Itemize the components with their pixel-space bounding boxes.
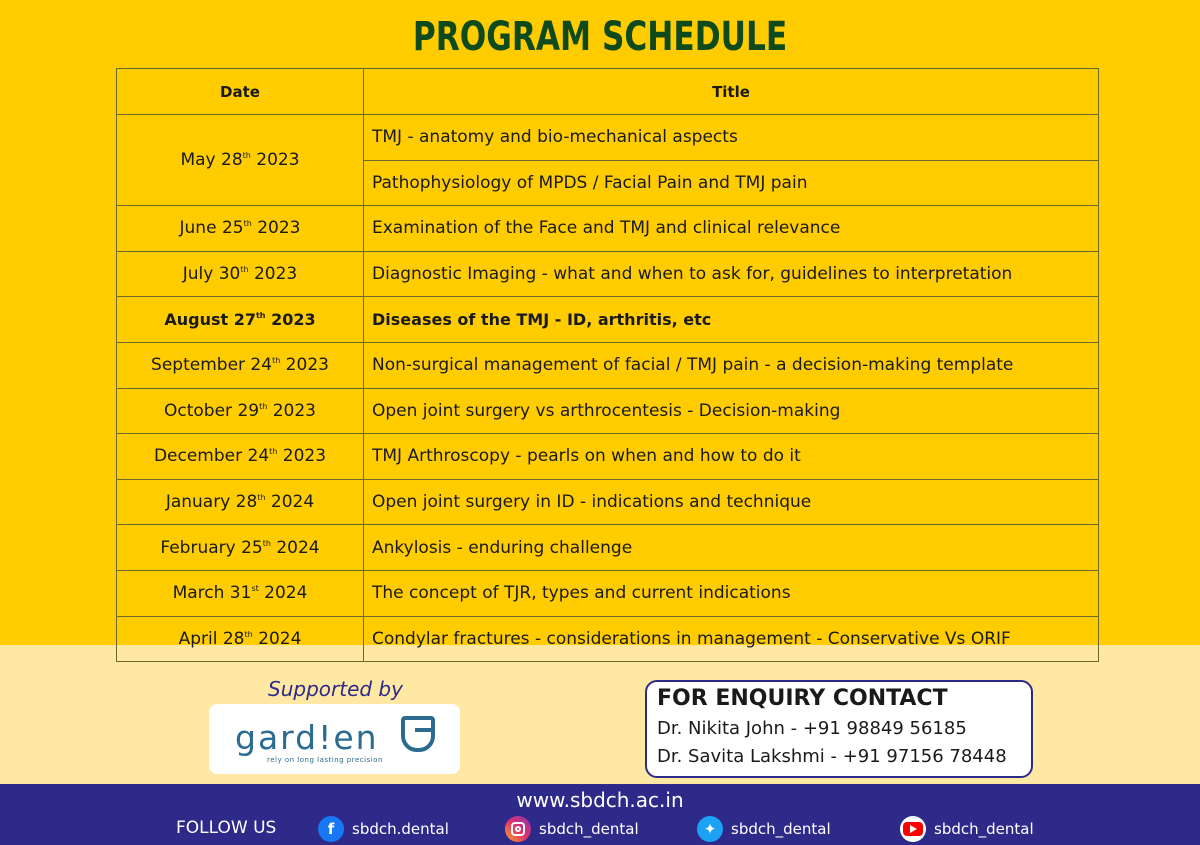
date-year: 2024 — [252, 628, 302, 649]
supported-by-label: Supported by — [268, 677, 403, 701]
topic-cell: Condylar fractures - considerations in management - Conservative Vs ORIF — [364, 616, 1099, 662]
topic-cell: Open joint surgery vs arthrocentesis - Decision-making — [364, 388, 1099, 434]
date-day: June 25 — [179, 218, 244, 239]
website-link[interactable]: www.sbdch.ac.in — [516, 788, 684, 812]
topic-cell: TMJ - anatomy and bio-mechanical aspects — [364, 115, 1099, 161]
date-year: 2023 — [251, 218, 301, 239]
sponsor-tagline: rely on long lasting precision — [267, 756, 383, 764]
date-header: Date — [117, 69, 364, 115]
date-year: 2023 — [248, 264, 298, 285]
date-year: 2023 — [277, 446, 327, 467]
topic-cell: The concept of TJR, types and current indications — [364, 570, 1099, 616]
date-day: July 30 — [182, 264, 241, 285]
enquiry-title: FOR ENQUIRY CONTACT — [657, 686, 948, 711]
follow-us-label: FOLLOW US — [176, 818, 277, 838]
date-cell — [117, 388, 364, 434]
enquiry-contact-1: Dr. Nikita John - +91 98849 56185 — [657, 718, 967, 739]
table-header-row — [117, 69, 1099, 115]
table-row — [117, 251, 1099, 297]
date-day: February 25 — [160, 537, 263, 558]
topic-cell: Open joint surgery in ID - indications and technique — [364, 479, 1099, 525]
date-suffix: th — [259, 401, 268, 411]
date-day: September 24 — [151, 355, 273, 376]
date-day: March 31 — [172, 583, 252, 604]
topic-cell: TMJ Arthroscopy - pearls on when and how to do it — [364, 434, 1099, 480]
date-suffix: th — [244, 629, 253, 639]
date-suffix: th — [242, 151, 251, 161]
instagram-icon — [505, 816, 531, 842]
topic-cell: Pathophysiology of MPDS / Facial Pain and TMJ pain — [364, 160, 1099, 206]
date-cell — [117, 206, 364, 252]
date-year: 2024 — [258, 583, 308, 604]
date-suffix: th — [272, 356, 281, 366]
sponsor-logo-box — [209, 704, 460, 774]
twitter-icon: ✦ — [697, 816, 723, 842]
date-suffix: th — [269, 447, 278, 457]
date-cell — [117, 616, 364, 662]
table-row — [117, 342, 1099, 388]
date-day: December 24 — [153, 446, 270, 467]
twitter-handle: sbdch_dental — [731, 820, 831, 838]
table-row — [117, 525, 1099, 571]
sponsor-shield-icon — [401, 716, 435, 752]
date-day: October 29 — [164, 400, 260, 421]
title-header: Title — [364, 69, 1099, 115]
schedule-table — [116, 68, 1099, 662]
topic-cell: Diseases of the TMJ - ID, arthritis, etc — [364, 297, 1099, 343]
date-cell — [117, 342, 364, 388]
date-year: 2024 — [270, 537, 320, 558]
table-row — [117, 115, 1099, 161]
social-instagram[interactable] — [505, 816, 639, 842]
topic-cell: Examination of the Face and TMJ and clinical relevance — [364, 206, 1099, 252]
instagram-handle: sbdch_dental — [539, 820, 639, 838]
date-suffix: th — [243, 219, 252, 229]
table-row — [117, 616, 1099, 662]
date-cell — [117, 434, 364, 480]
table-row — [117, 206, 1099, 252]
table-row — [117, 570, 1099, 616]
table-row — [117, 479, 1099, 525]
date-day: January 28 — [165, 492, 258, 513]
date-year: 2023 — [265, 310, 316, 330]
table-row — [117, 434, 1099, 480]
date-day: May 28 — [180, 150, 243, 171]
schedule-body — [117, 115, 1099, 662]
enquiry-box — [645, 680, 1033, 778]
date-cell — [117, 297, 364, 343]
date-suffix: th — [240, 265, 249, 275]
date-cell — [117, 570, 364, 616]
date-suffix: th — [257, 493, 266, 503]
date-year: 2023 — [250, 150, 300, 171]
social-youtube[interactable] — [900, 816, 1034, 842]
topic-cell: Diagnostic Imaging - what and when to ask for, guidelines to interpretation — [364, 251, 1099, 297]
facebook-icon: f — [318, 816, 344, 842]
facebook-handle: sbdch.dental — [352, 820, 449, 838]
youtube-handle: sbdch_dental — [934, 820, 1034, 838]
date-year: 2023 — [267, 400, 316, 421]
enquiry-contact-2: Dr. Savita Lakshmi - +91 97156 78448 — [657, 746, 1007, 767]
table-row — [117, 297, 1099, 343]
date-day: August 27 — [164, 310, 256, 330]
date-year: 2024 — [265, 492, 315, 513]
date-day: April 28 — [178, 628, 245, 649]
date-year: 2023 — [280, 355, 329, 376]
footer — [0, 784, 1200, 845]
sponsor-logo-text: gard!en — [235, 718, 379, 757]
date-suffix: th — [262, 538, 271, 548]
social-twitter[interactable] — [697, 816, 831, 842]
topic-cell: Ankylosis - enduring challenge — [364, 525, 1099, 571]
date-suffix: th — [255, 311, 266, 321]
date-cell — [117, 525, 364, 571]
date-cell — [117, 115, 364, 206]
topic-cell: Non-surgical management of facial / TMJ pain - a decision-making template — [364, 342, 1099, 388]
page-title: PROGRAM SCHEDULE — [412, 14, 788, 60]
date-cell — [117, 251, 364, 297]
date-suffix: st — [251, 584, 259, 594]
date-cell — [117, 479, 364, 525]
table-row — [117, 388, 1099, 434]
youtube-icon — [900, 816, 926, 842]
social-facebook[interactable] — [318, 816, 449, 842]
